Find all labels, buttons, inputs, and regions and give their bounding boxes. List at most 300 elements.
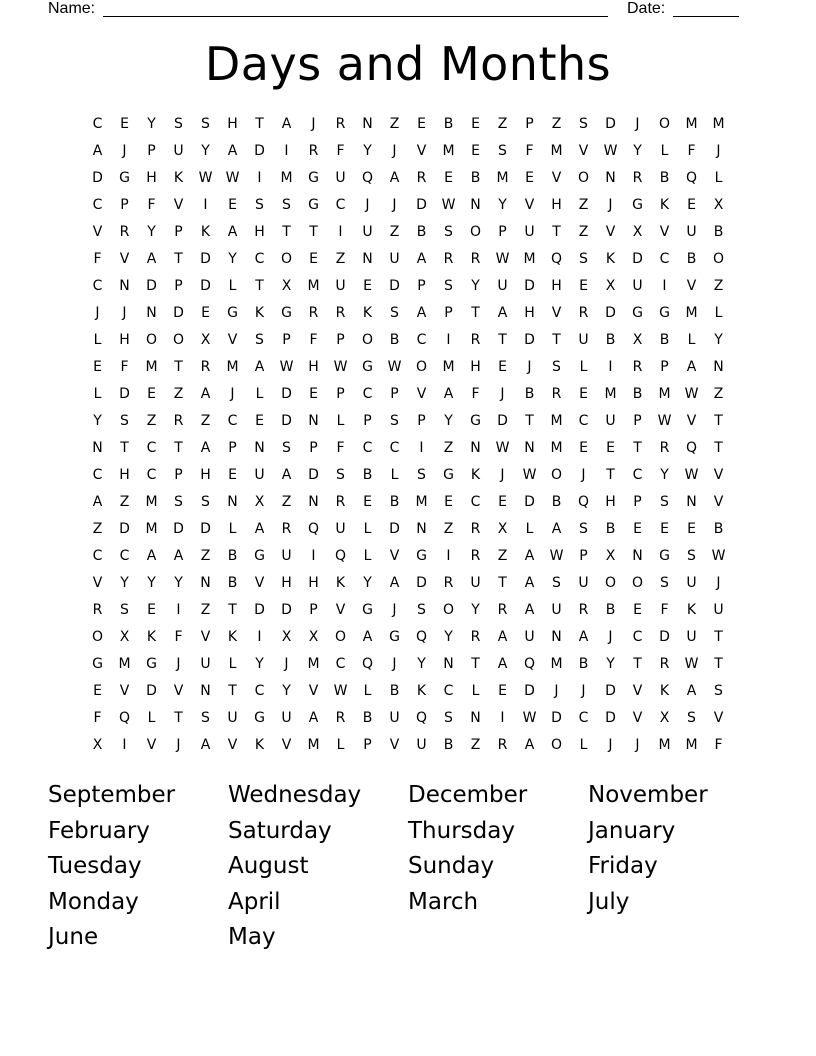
- grid-letter[interactable]: R: [578, 602, 589, 618]
- grid-letter[interactable]: A: [281, 116, 292, 132]
- grid-letter[interactable]: D: [281, 602, 292, 618]
- grid-letter[interactable]: D: [281, 386, 292, 402]
- grid-letter[interactable]: U: [254, 467, 265, 483]
- grid-letter[interactable]: J: [122, 305, 127, 321]
- grid-letter[interactable]: S: [444, 278, 453, 294]
- grid-letter[interactable]: D: [524, 278, 535, 294]
- grid-letter[interactable]: R: [497, 602, 508, 618]
- grid-letter[interactable]: C: [470, 494, 481, 510]
- grid-letter[interactable]: X: [254, 494, 265, 510]
- grid-letter[interactable]: Z: [200, 602, 211, 618]
- grid-letter[interactable]: M: [280, 170, 293, 186]
- grid-letter[interactable]: M: [496, 170, 509, 186]
- grid-letter[interactable]: T: [498, 332, 507, 348]
- grid-letter[interactable]: E: [660, 521, 669, 537]
- grid-letter[interactable]: I: [446, 548, 451, 564]
- grid-letter[interactable]: L: [579, 737, 588, 753]
- grid-letter[interactable]: V: [551, 170, 562, 186]
- grid-letter[interactable]: Y: [363, 143, 372, 159]
- grid-letter[interactable]: E: [471, 116, 480, 132]
- grid-letter[interactable]: Q: [415, 629, 428, 645]
- grid-letter[interactable]: F: [714, 737, 723, 753]
- grid-letter[interactable]: X: [281, 629, 292, 645]
- grid-letter[interactable]: G: [119, 170, 130, 186]
- grid-letter[interactable]: U: [335, 278, 346, 294]
- grid-letter[interactable]: U: [578, 575, 589, 591]
- grid-letter[interactable]: L: [255, 386, 264, 402]
- grid-letter[interactable]: N: [254, 440, 265, 456]
- grid-letter[interactable]: J: [95, 305, 100, 321]
- grid-letter[interactable]: Z: [389, 224, 400, 240]
- grid-letter[interactable]: V: [200, 629, 211, 645]
- grid-letter[interactable]: W: [711, 548, 726, 564]
- grid-letter[interactable]: A: [524, 548, 535, 564]
- grid-letter[interactable]: C: [659, 251, 670, 267]
- grid-letter[interactable]: P: [660, 359, 669, 375]
- grid-letter[interactable]: T: [255, 278, 264, 294]
- grid-letter[interactable]: E: [687, 521, 696, 537]
- grid-letter[interactable]: V: [335, 602, 346, 618]
- grid-letter[interactable]: O: [361, 332, 374, 348]
- grid-letter[interactable]: E: [471, 143, 480, 159]
- grid-letter[interactable]: D: [551, 710, 562, 726]
- grid-letter[interactable]: C: [92, 278, 103, 294]
- grid-letter[interactable]: S: [390, 413, 399, 429]
- grid-letter[interactable]: M: [550, 413, 563, 429]
- grid-letter[interactable]: D: [605, 683, 616, 699]
- grid-letter[interactable]: V: [659, 224, 670, 240]
- grid-letter[interactable]: Z: [281, 494, 292, 510]
- grid-letter[interactable]: N: [470, 197, 481, 213]
- grid-letter[interactable]: H: [227, 116, 238, 132]
- grid-letter[interactable]: B: [659, 170, 670, 186]
- grid-letter[interactable]: B: [227, 548, 238, 564]
- grid-letter[interactable]: Q: [361, 656, 374, 672]
- grid-letter[interactable]: A: [524, 737, 535, 753]
- grid-letter[interactable]: G: [659, 305, 670, 321]
- grid-letter[interactable]: W: [684, 467, 699, 483]
- grid-letter[interactable]: V: [389, 548, 400, 564]
- grid-letter[interactable]: Z: [146, 413, 157, 429]
- grid-letter[interactable]: A: [254, 359, 265, 375]
- grid-letter[interactable]: K: [173, 170, 184, 186]
- grid-letter[interactable]: F: [660, 602, 669, 618]
- grid-letter[interactable]: W: [603, 143, 618, 159]
- grid-letter[interactable]: Z: [119, 494, 130, 510]
- grid-letter[interactable]: X: [281, 278, 292, 294]
- grid-letter[interactable]: U: [416, 737, 427, 753]
- grid-letter[interactable]: P: [309, 602, 318, 618]
- grid-letter[interactable]: M: [307, 656, 320, 672]
- grid-letter[interactable]: A: [281, 467, 292, 483]
- grid-letter[interactable]: E: [687, 197, 696, 213]
- grid-letter[interactable]: U: [173, 143, 184, 159]
- grid-letter[interactable]: I: [338, 224, 343, 240]
- grid-letter[interactable]: R: [416, 170, 427, 186]
- grid-letter[interactable]: U: [362, 224, 373, 240]
- grid-letter[interactable]: S: [120, 602, 129, 618]
- grid-letter[interactable]: Y: [120, 575, 129, 591]
- grid-letter[interactable]: B: [551, 494, 562, 510]
- grid-letter[interactable]: M: [658, 737, 671, 753]
- grid-letter[interactable]: J: [500, 467, 505, 483]
- grid-letter[interactable]: Q: [523, 656, 536, 672]
- grid-letter[interactable]: T: [282, 224, 291, 240]
- grid-letter[interactable]: C: [92, 548, 103, 564]
- grid-letter[interactable]: T: [309, 224, 318, 240]
- grid-letter[interactable]: A: [686, 683, 697, 699]
- grid-letter[interactable]: D: [146, 278, 157, 294]
- grid-letter[interactable]: O: [91, 629, 104, 645]
- grid-letter[interactable]: N: [605, 170, 616, 186]
- grid-letter[interactable]: E: [579, 440, 588, 456]
- grid-letter[interactable]: R: [578, 305, 589, 321]
- grid-letter[interactable]: L: [336, 737, 345, 753]
- grid-letter[interactable]: N: [551, 629, 562, 645]
- grid-letter[interactable]: V: [713, 710, 724, 726]
- grid-letter[interactable]: F: [336, 440, 345, 456]
- grid-letter[interactable]: C: [335, 197, 346, 213]
- grid-letter[interactable]: N: [443, 656, 454, 672]
- grid-letter[interactable]: E: [309, 386, 318, 402]
- grid-letter[interactable]: O: [604, 575, 617, 591]
- grid-letter[interactable]: C: [254, 683, 265, 699]
- grid-letter[interactable]: G: [254, 548, 265, 564]
- grid-letter[interactable]: R: [335, 494, 346, 510]
- grid-letter[interactable]: X: [308, 629, 319, 645]
- grid-letter[interactable]: M: [307, 278, 320, 294]
- grid-letter[interactable]: S: [417, 602, 426, 618]
- grid-letter[interactable]: H: [119, 332, 130, 348]
- grid-letter[interactable]: M: [685, 305, 698, 321]
- grid-letter[interactable]: H: [146, 170, 157, 186]
- grid-letter[interactable]: D: [389, 521, 400, 537]
- grid-letter[interactable]: S: [579, 521, 588, 537]
- grid-letter[interactable]: I: [257, 170, 262, 186]
- grid-letter[interactable]: B: [389, 683, 400, 699]
- grid-letter[interactable]: R: [659, 656, 670, 672]
- grid-letter[interactable]: Y: [201, 143, 210, 159]
- grid-letter[interactable]: Z: [470, 737, 481, 753]
- grid-letter[interactable]: S: [255, 332, 264, 348]
- grid-letter[interactable]: Z: [443, 521, 454, 537]
- grid-letter[interactable]: P: [309, 440, 318, 456]
- grid-letter[interactable]: V: [632, 683, 643, 699]
- grid-letter[interactable]: S: [498, 143, 507, 159]
- grid-letter[interactable]: J: [716, 143, 721, 159]
- grid-letter[interactable]: A: [146, 251, 157, 267]
- grid-letter[interactable]: Q: [334, 548, 347, 564]
- grid-letter[interactable]: K: [254, 305, 265, 321]
- grid-letter[interactable]: M: [118, 656, 131, 672]
- grid-letter[interactable]: X: [605, 548, 616, 564]
- grid-letter[interactable]: F: [471, 386, 480, 402]
- grid-letter[interactable]: J: [635, 116, 640, 132]
- grid-letter[interactable]: S: [552, 575, 561, 591]
- grid-letter[interactable]: Z: [92, 521, 103, 537]
- grid-letter[interactable]: E: [579, 278, 588, 294]
- grid-letter[interactable]: E: [309, 251, 318, 267]
- grid-letter[interactable]: R: [119, 224, 130, 240]
- grid-letter[interactable]: M: [226, 359, 239, 375]
- grid-letter[interactable]: S: [714, 683, 723, 699]
- grid-letter[interactable]: A: [362, 629, 373, 645]
- grid-letter[interactable]: D: [200, 251, 211, 267]
- grid-letter[interactable]: B: [389, 494, 400, 510]
- grid-letter[interactable]: V: [119, 251, 130, 267]
- grid-letter[interactable]: D: [200, 521, 211, 537]
- grid-letter[interactable]: S: [201, 710, 210, 726]
- grid-letter[interactable]: K: [146, 629, 157, 645]
- grid-letter[interactable]: X: [605, 278, 616, 294]
- grid-letter[interactable]: S: [687, 548, 696, 564]
- grid-letter[interactable]: W: [495, 251, 510, 267]
- grid-letter[interactable]: C: [416, 332, 427, 348]
- grid-letter[interactable]: J: [230, 386, 235, 402]
- grid-letter[interactable]: I: [500, 710, 505, 726]
- grid-letter[interactable]: O: [577, 170, 590, 186]
- grid-letter[interactable]: S: [417, 467, 426, 483]
- grid-letter[interactable]: A: [524, 602, 535, 618]
- grid-letter[interactable]: N: [308, 494, 319, 510]
- grid-letter[interactable]: U: [713, 602, 724, 618]
- grid-letter[interactable]: A: [227, 224, 238, 240]
- grid-letter[interactable]: L: [579, 359, 588, 375]
- grid-letter[interactable]: M: [712, 116, 725, 132]
- grid-letter[interactable]: D: [524, 494, 535, 510]
- grid-letter[interactable]: E: [525, 170, 534, 186]
- grid-letter[interactable]: M: [145, 521, 158, 537]
- grid-letter[interactable]: S: [390, 305, 399, 321]
- grid-letter[interactable]: T: [498, 575, 507, 591]
- grid-letter[interactable]: B: [362, 467, 373, 483]
- grid-letter[interactable]: T: [174, 359, 183, 375]
- grid-letter[interactable]: C: [578, 710, 589, 726]
- grid-letter[interactable]: B: [632, 386, 643, 402]
- grid-letter[interactable]: N: [362, 251, 373, 267]
- grid-letter[interactable]: S: [255, 197, 264, 213]
- grid-letter[interactable]: W: [684, 656, 699, 672]
- grid-letter[interactable]: B: [713, 521, 724, 537]
- grid-letter[interactable]: O: [415, 359, 428, 375]
- grid-letter[interactable]: J: [122, 143, 127, 159]
- grid-letter[interactable]: Y: [471, 278, 480, 294]
- grid-letter[interactable]: H: [551, 278, 562, 294]
- grid-letter[interactable]: R: [551, 386, 562, 402]
- grid-letter[interactable]: O: [334, 629, 347, 645]
- grid-letter[interactable]: K: [362, 305, 373, 321]
- grid-letter[interactable]: I: [257, 629, 262, 645]
- grid-letter[interactable]: F: [120, 359, 129, 375]
- grid-letter[interactable]: A: [254, 521, 265, 537]
- grid-letter[interactable]: J: [176, 737, 181, 753]
- grid-letter[interactable]: D: [92, 170, 103, 186]
- grid-letter[interactable]: U: [686, 224, 697, 240]
- grid-letter[interactable]: W: [495, 440, 510, 456]
- grid-letter[interactable]: Y: [444, 629, 453, 645]
- grid-letter[interactable]: Z: [389, 116, 400, 132]
- grid-letter[interactable]: Q: [415, 710, 428, 726]
- grid-letter[interactable]: V: [524, 197, 535, 213]
- grid-letter[interactable]: G: [308, 170, 319, 186]
- grid-letter[interactable]: Y: [714, 332, 723, 348]
- grid-letter[interactable]: L: [525, 521, 534, 537]
- grid-letter[interactable]: T: [174, 251, 183, 267]
- grid-letter[interactable]: S: [579, 116, 588, 132]
- grid-letter[interactable]: S: [444, 224, 453, 240]
- grid-letter[interactable]: T: [471, 656, 480, 672]
- grid-letter[interactable]: O: [145, 332, 158, 348]
- grid-letter[interactable]: A: [389, 170, 400, 186]
- grid-letter[interactable]: B: [524, 386, 535, 402]
- grid-letter[interactable]: E: [255, 413, 264, 429]
- grid-letter[interactable]: J: [500, 386, 505, 402]
- grid-letter[interactable]: Y: [660, 467, 669, 483]
- grid-letter[interactable]: G: [443, 467, 454, 483]
- grid-letter[interactable]: E: [93, 683, 102, 699]
- grid-letter[interactable]: N: [92, 440, 103, 456]
- grid-letter[interactable]: Y: [147, 116, 156, 132]
- grid-letter[interactable]: N: [146, 305, 157, 321]
- grid-letter[interactable]: C: [146, 467, 157, 483]
- grid-letter[interactable]: Z: [200, 548, 211, 564]
- grid-letter[interactable]: L: [336, 413, 345, 429]
- grid-letter[interactable]: M: [604, 386, 617, 402]
- grid-letter[interactable]: E: [498, 494, 507, 510]
- grid-letter[interactable]: R: [281, 521, 292, 537]
- grid-letter[interactable]: M: [550, 656, 563, 672]
- grid-letter[interactable]: V: [686, 278, 697, 294]
- grid-letter[interactable]: A: [497, 305, 508, 321]
- grid-letter[interactable]: D: [605, 305, 616, 321]
- grid-letter[interactable]: A: [443, 386, 454, 402]
- grid-letter[interactable]: G: [146, 656, 157, 672]
- grid-letter[interactable]: W: [441, 197, 456, 213]
- grid-letter[interactable]: U: [200, 656, 211, 672]
- grid-letter[interactable]: L: [93, 332, 102, 348]
- grid-letter[interactable]: B: [686, 251, 697, 267]
- grid-letter[interactable]: V: [281, 737, 292, 753]
- grid-letter[interactable]: A: [146, 548, 157, 564]
- grid-letter[interactable]: H: [200, 467, 211, 483]
- grid-letter[interactable]: W: [333, 683, 348, 699]
- grid-letter[interactable]: Y: [228, 251, 237, 267]
- grid-letter[interactable]: L: [363, 683, 372, 699]
- grid-letter[interactable]: Z: [497, 116, 508, 132]
- grid-letter[interactable]: R: [443, 575, 454, 591]
- grid-letter[interactable]: R: [308, 143, 319, 159]
- grid-letter[interactable]: H: [308, 359, 319, 375]
- grid-letter[interactable]: B: [713, 224, 724, 240]
- grid-letter[interactable]: C: [632, 629, 643, 645]
- grid-letter[interactable]: K: [227, 629, 238, 645]
- grid-letter[interactable]: F: [174, 629, 183, 645]
- grid-letter[interactable]: H: [605, 494, 616, 510]
- date-field[interactable]: [673, 16, 739, 17]
- grid-letter[interactable]: I: [311, 548, 316, 564]
- grid-letter[interactable]: T: [552, 332, 561, 348]
- grid-letter[interactable]: B: [443, 737, 454, 753]
- grid-letter[interactable]: M: [442, 143, 455, 159]
- grid-letter[interactable]: H: [281, 575, 292, 591]
- grid-letter[interactable]: E: [606, 440, 615, 456]
- grid-letter[interactable]: Y: [471, 602, 480, 618]
- grid-letter[interactable]: E: [498, 683, 507, 699]
- grid-letter[interactable]: R: [173, 413, 184, 429]
- grid-letter[interactable]: V: [686, 413, 697, 429]
- grid-letter[interactable]: U: [470, 575, 481, 591]
- grid-letter[interactable]: G: [254, 710, 265, 726]
- grid-letter[interactable]: D: [524, 332, 535, 348]
- grid-letter[interactable]: W: [387, 359, 402, 375]
- grid-letter[interactable]: D: [254, 602, 265, 618]
- grid-letter[interactable]: E: [363, 494, 372, 510]
- grid-letter[interactable]: F: [525, 143, 534, 159]
- grid-letter[interactable]: C: [92, 116, 103, 132]
- grid-letter[interactable]: S: [660, 494, 669, 510]
- grid-letter[interactable]: H: [308, 575, 319, 591]
- grid-letter[interactable]: P: [282, 332, 291, 348]
- grid-letter[interactable]: Y: [174, 575, 183, 591]
- grid-letter[interactable]: D: [119, 386, 130, 402]
- grid-letter[interactable]: X: [632, 332, 643, 348]
- grid-letter[interactable]: A: [524, 575, 535, 591]
- grid-letter[interactable]: U: [227, 710, 238, 726]
- grid-letter[interactable]: A: [92, 143, 103, 159]
- grid-letter[interactable]: D: [632, 251, 643, 267]
- grid-letter[interactable]: S: [201, 116, 210, 132]
- grid-letter[interactable]: V: [92, 224, 103, 240]
- grid-letter[interactable]: U: [605, 413, 616, 429]
- grid-letter[interactable]: Z: [200, 413, 211, 429]
- grid-letter[interactable]: M: [442, 359, 455, 375]
- grid-letter[interactable]: T: [633, 656, 642, 672]
- grid-letter[interactable]: G: [362, 602, 373, 618]
- grid-letter[interactable]: D: [416, 197, 427, 213]
- grid-letter[interactable]: S: [660, 575, 669, 591]
- grid-letter[interactable]: R: [335, 710, 346, 726]
- grid-letter[interactable]: A: [200, 440, 211, 456]
- grid-letter[interactable]: D: [173, 521, 184, 537]
- grid-letter[interactable]: I: [608, 359, 613, 375]
- grid-letter[interactable]: H: [254, 224, 265, 240]
- grid-letter[interactable]: M: [145, 494, 158, 510]
- grid-letter[interactable]: Y: [417, 656, 426, 672]
- grid-letter[interactable]: R: [470, 251, 481, 267]
- grid-letter[interactable]: C: [578, 413, 589, 429]
- grid-letter[interactable]: G: [281, 305, 292, 321]
- grid-letter[interactable]: P: [417, 413, 426, 429]
- grid-letter[interactable]: V: [713, 494, 724, 510]
- grid-letter[interactable]: A: [92, 494, 103, 510]
- grid-letter[interactable]: A: [416, 305, 427, 321]
- grid-letter[interactable]: S: [336, 467, 345, 483]
- grid-letter[interactable]: T: [525, 413, 534, 429]
- grid-letter[interactable]: P: [633, 413, 642, 429]
- grid-letter[interactable]: P: [633, 494, 642, 510]
- grid-letter[interactable]: B: [659, 332, 670, 348]
- grid-letter[interactable]: P: [228, 440, 237, 456]
- grid-letter[interactable]: X: [497, 521, 508, 537]
- grid-letter[interactable]: M: [685, 737, 698, 753]
- grid-letter[interactable]: O: [442, 602, 455, 618]
- grid-letter[interactable]: T: [633, 440, 642, 456]
- grid-letter[interactable]: E: [633, 521, 642, 537]
- grid-letter[interactable]: G: [308, 197, 319, 213]
- grid-letter[interactable]: J: [392, 656, 397, 672]
- grid-letter[interactable]: T: [714, 440, 723, 456]
- grid-letter[interactable]: J: [608, 737, 613, 753]
